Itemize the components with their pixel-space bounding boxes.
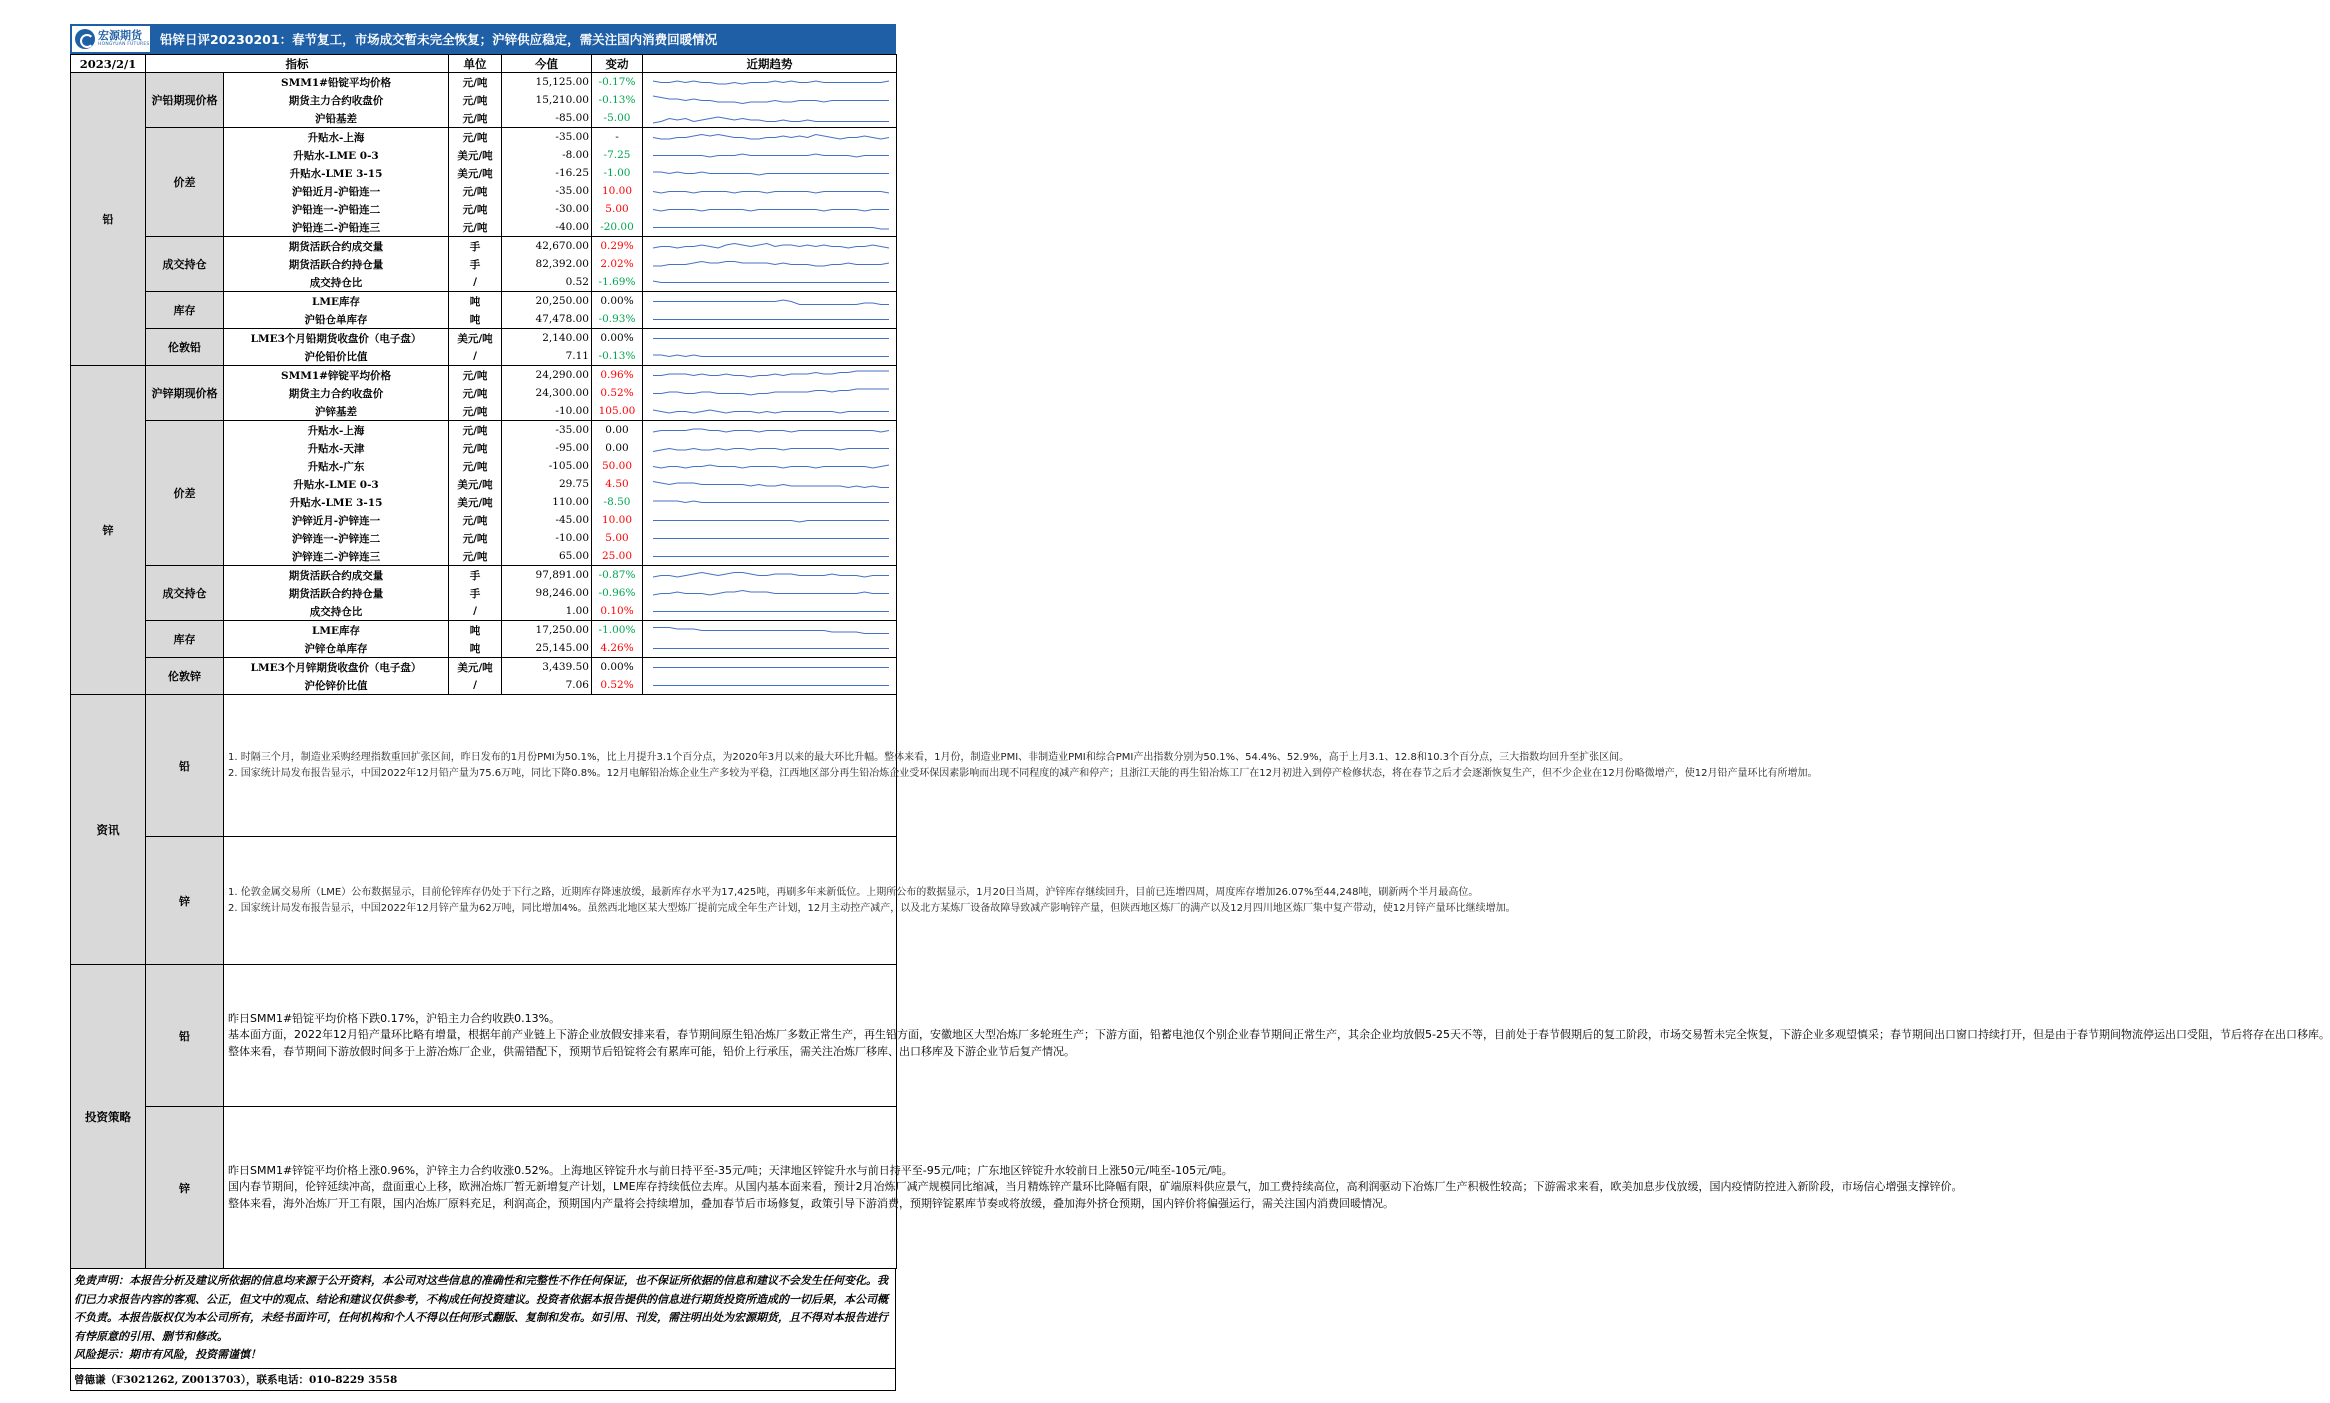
sparkline-path bbox=[653, 482, 889, 488]
change-value: -0.96% bbox=[592, 584, 643, 602]
indicator-name: 沪伦锌价比值 bbox=[224, 676, 449, 695]
today-value: -35.00 bbox=[502, 182, 592, 200]
indicator-name: 沪铅连二-沪铅连三 bbox=[224, 218, 449, 237]
sparkline-path bbox=[653, 521, 889, 523]
sparkline-path bbox=[653, 371, 889, 377]
indicator-name: 升贴水-广东 bbox=[224, 457, 449, 475]
today-value: 0.52 bbox=[502, 273, 592, 292]
trend-cell bbox=[643, 255, 897, 273]
unit-cell: 元/吨 bbox=[449, 182, 502, 200]
trend-cell bbox=[643, 566, 897, 585]
unit-cell: 元/吨 bbox=[449, 457, 502, 475]
group-label: 价差 bbox=[146, 128, 224, 237]
indicator-name: 沪锌基差 bbox=[224, 402, 449, 421]
sparkline-path bbox=[653, 210, 889, 212]
indicator-name: 升贴水-LME 3-15 bbox=[224, 493, 449, 511]
table-row bbox=[71, 658, 897, 677]
unit-cell: 元/吨 bbox=[449, 128, 502, 147]
indicator-name: 成交持仓比 bbox=[224, 273, 449, 292]
strategy-zinc-content bbox=[224, 1107, 1963, 1269]
today-value: -10.00 bbox=[502, 529, 592, 547]
trend-cell bbox=[643, 273, 897, 292]
today-value: 47,478.00 bbox=[502, 310, 592, 329]
date-header: 2023/2/1 bbox=[71, 55, 146, 73]
trend-cell bbox=[643, 402, 897, 421]
sparkline-path bbox=[653, 117, 889, 123]
indicator-name: 成交持仓比 bbox=[224, 602, 449, 621]
indicator-name: SMM1#锌锭平均价格 bbox=[224, 366, 449, 385]
change-header: 变动 bbox=[592, 55, 643, 73]
sparkline-path bbox=[653, 262, 889, 267]
strategy-zinc-p1: 昨日SMM1#锌锭平均价格上涨0.96%，沪锌主力合约收涨0.52%。上海地区锌锭升水与前日持平至-35元/吨；天津地区锌锭升水与前日持平至-95元/吨；广东地区锌锭升水较前日上涨50元/吨至-105元/吨。 bbox=[228, 1163, 1233, 1177]
unit-cell: 吨 bbox=[449, 639, 502, 658]
change-value: 5.00 bbox=[592, 529, 643, 547]
unit-cell: 美元/吨 bbox=[449, 164, 502, 182]
indicator-name: SMM1#铅锭平均价格 bbox=[224, 73, 449, 92]
news-zinc-content bbox=[224, 837, 1516, 965]
group-label: 库存 bbox=[146, 621, 224, 658]
today-value: 110.00 bbox=[502, 493, 592, 511]
trend-cell bbox=[643, 511, 897, 529]
change-value: 0.96% bbox=[592, 366, 643, 385]
sparkline-path bbox=[653, 281, 889, 283]
today-value: -35.00 bbox=[502, 421, 592, 440]
sparkline bbox=[645, 109, 899, 127]
change-value: 25.00 bbox=[592, 547, 643, 566]
strategy-lead-p1: 昨日SMM1#铅锭平均价格下跌0.17%，沪铅主力合约收跌0.13%。 bbox=[228, 1011, 561, 1025]
table-row bbox=[71, 621, 897, 640]
table-row bbox=[71, 566, 897, 585]
trend-cell bbox=[643, 457, 897, 475]
indicator-name: LME库存 bbox=[224, 621, 449, 640]
zinc-section-label: 锌 bbox=[71, 366, 146, 695]
logo-name-en: HONGYUAN FUTURES bbox=[98, 42, 150, 48]
change-value: 10.00 bbox=[592, 182, 643, 200]
group-label: 伦敦锌 bbox=[146, 658, 224, 695]
unit-cell: / bbox=[449, 602, 502, 621]
indicator-name: 沪锌近月-沪锌连一 bbox=[224, 511, 449, 529]
sparkline bbox=[645, 237, 899, 255]
today-value: 97,891.00 bbox=[502, 566, 592, 585]
strategy-lead-row bbox=[71, 965, 897, 1107]
change-value: -1.69% bbox=[592, 273, 643, 292]
trend-cell bbox=[643, 91, 897, 109]
change-value: 50.00 bbox=[592, 457, 643, 475]
sparkline bbox=[645, 146, 899, 164]
strategy-section-label: 投资策略 bbox=[71, 965, 146, 1269]
unit-header: 单位 bbox=[449, 55, 502, 73]
sparkline bbox=[645, 439, 899, 457]
today-value: -40.00 bbox=[502, 218, 592, 237]
today-value: -8.00 bbox=[502, 146, 592, 164]
unit-cell: 元/吨 bbox=[449, 421, 502, 440]
news-zinc-label: 锌 bbox=[146, 837, 224, 965]
unit-cell: 元/吨 bbox=[449, 109, 502, 128]
sparkline-path bbox=[653, 135, 889, 140]
trend-cell bbox=[643, 547, 897, 566]
lead-section-label: 铅 bbox=[71, 73, 146, 366]
unit-cell: 手 bbox=[449, 255, 502, 273]
today-value: 65.00 bbox=[502, 547, 592, 566]
company-logo bbox=[72, 26, 150, 52]
strategy-lead-p3: 整体来看，春节期间下游放假时间多于上游冶炼厂企业，供需错配下，预期节后铅锭将会有累库可能，铅价上行承压，需关注冶炼厂移库、出口移库及下游企业节后复产情况。 bbox=[228, 1044, 1075, 1058]
trend-header: 近期趋势 bbox=[643, 55, 897, 73]
table-row bbox=[71, 237, 897, 256]
strategy-lead-label: 铅 bbox=[146, 965, 224, 1107]
indicator-name: 期货主力合约收盘价 bbox=[224, 91, 449, 109]
change-value: 0.00% bbox=[592, 658, 643, 677]
change-value: 10.00 bbox=[592, 511, 643, 529]
change-value: -20.00 bbox=[592, 218, 643, 237]
report-header bbox=[70, 24, 896, 54]
sparkline bbox=[645, 421, 899, 439]
today-value: 2,140.00 bbox=[502, 329, 592, 348]
today-value: 7.06 bbox=[502, 676, 592, 695]
trend-cell bbox=[643, 146, 897, 164]
analyst-contact: 曾德谦（F3021262, Z0013703），联系电话：010-8229 3558 bbox=[70, 1369, 896, 1391]
sparkline bbox=[645, 529, 899, 547]
sparkline bbox=[645, 91, 899, 109]
sparkline-path bbox=[653, 228, 889, 230]
trend-cell bbox=[643, 109, 897, 128]
indicator-name: 期货主力合约收盘价 bbox=[224, 384, 449, 402]
unit-cell: 元/吨 bbox=[449, 511, 502, 529]
unit-cell: 手 bbox=[449, 237, 502, 256]
sparkline bbox=[645, 182, 899, 200]
group-label: 成交持仓 bbox=[146, 237, 224, 292]
sparkline-path bbox=[653, 410, 889, 413]
indicator-name: 升贴水-LME 0-3 bbox=[224, 475, 449, 493]
trend-cell bbox=[643, 639, 897, 658]
indicator-name: 升贴水-天津 bbox=[224, 439, 449, 457]
table-row bbox=[71, 366, 897, 385]
sparkline bbox=[645, 658, 899, 676]
unit-cell: 美元/吨 bbox=[449, 493, 502, 511]
change-value: 2.02% bbox=[592, 255, 643, 273]
trend-cell bbox=[643, 475, 897, 493]
group-label: 价差 bbox=[146, 421, 224, 566]
today-value: 24,290.00 bbox=[502, 366, 592, 385]
change-value: -5.00 bbox=[592, 109, 643, 128]
change-value: 0.10% bbox=[592, 602, 643, 621]
trend-cell bbox=[643, 292, 897, 311]
sparkline bbox=[645, 639, 899, 657]
unit-cell: 元/吨 bbox=[449, 439, 502, 457]
sparkline bbox=[645, 584, 899, 602]
indicator-name: 期货活跃合约持仓量 bbox=[224, 255, 449, 273]
disclaimer-text: 免责声明：本报告分析及建议所依据的信息均来源于公开资料，本公司对这些信息的准确性和完整性不作任何保证，也不保证所依据的信息和建议不会发生任何变化。我们已力求报告内容的客观、公正，但文中的观点、结论和建议仅供参考，不构成任何投资建议。投资者依据本报告提供的信息进行期货投资所造成的一切后果，本公司概不负责。本报告版权仅为本公司所有，未经书面许可，任何机构和个人不得以任何形式翻版、复制和发布。如引用、刊发，需注明出处为宏源期货，且不得对本报告进行有悖原意的引用、删节和修改。 bbox=[74, 1274, 888, 1343]
sparkline bbox=[645, 255, 899, 273]
trend-cell bbox=[643, 658, 897, 677]
indicator-name: 沪铅连一-沪铅连二 bbox=[224, 200, 449, 218]
indicator-name: 期货活跃合约成交量 bbox=[224, 237, 449, 256]
trend-cell bbox=[643, 329, 897, 348]
report-title: 铅锌日评20230201：春节复工，市场成交暂未完全恢复；沪锌供应稳定，需关注国内消费回暖情况 bbox=[160, 32, 718, 47]
change-value: 0.00 bbox=[592, 439, 643, 457]
unit-cell: 吨 bbox=[449, 621, 502, 640]
sparkline bbox=[645, 273, 899, 291]
trend-cell bbox=[643, 164, 897, 182]
report-page bbox=[70, 24, 2330, 1391]
sparkline bbox=[645, 566, 899, 584]
table-row bbox=[71, 73, 897, 92]
sparkline bbox=[645, 128, 899, 146]
unit-cell: 美元/吨 bbox=[449, 475, 502, 493]
today-value: 15,125.00 bbox=[502, 73, 592, 92]
today-value: 42,670.00 bbox=[502, 237, 592, 256]
unit-cell: 元/吨 bbox=[449, 200, 502, 218]
unit-cell: / bbox=[449, 273, 502, 292]
sparkline bbox=[645, 384, 899, 402]
sparkline-path bbox=[653, 154, 889, 157]
sparkline bbox=[645, 366, 899, 384]
change-value: -0.17% bbox=[592, 73, 643, 92]
sparkline bbox=[645, 329, 899, 347]
unit-cell: 元/吨 bbox=[449, 547, 502, 566]
sparkline bbox=[645, 310, 899, 328]
sparkline-path bbox=[653, 81, 889, 84]
trend-cell bbox=[643, 584, 897, 602]
today-value: -16.25 bbox=[502, 164, 592, 182]
today-value: -35.00 bbox=[502, 128, 592, 147]
trend-cell bbox=[643, 384, 897, 402]
sparkline-path bbox=[653, 192, 889, 194]
strategy-lead-p2: 基本面方面，2022年12月铅产量环比略有增量，根据年前产业链上下游企业放假安排来看，春节期间原生铅冶炼厂多数正常生产，再生铅方面，安徽地区大型冶炼厂多轮班生产；下游方面，铅蓄电池仅个别企业春节期间正常生产，其余企业均放假5-25天不等，目前处于春节假期后的复工阶段，市场交易暂未完全恢复，下游企业多观望慎采；春节期间出口窗口持续打开，但是由于春节期间物流停运出口受阻，节后将存在出口移库。 bbox=[228, 1028, 2330, 1042]
indicator-name: 沪铅仓单库存 bbox=[224, 310, 449, 329]
disclaimer-block bbox=[70, 1269, 896, 1369]
today-value: -45.00 bbox=[502, 511, 592, 529]
unit-cell: 美元/吨 bbox=[449, 329, 502, 348]
risk-warning: 风险提示：期市有风险，投资需谨慎！ bbox=[74, 1348, 261, 1361]
today-value: -10.00 bbox=[502, 402, 592, 421]
news-zinc-row bbox=[71, 837, 897, 965]
trend-cell bbox=[643, 200, 897, 218]
table-row bbox=[71, 128, 897, 147]
strategy-lead-content bbox=[224, 965, 2330, 1107]
change-value: - bbox=[592, 128, 643, 147]
trend-cell bbox=[643, 73, 897, 92]
indicator-name: 升贴水-上海 bbox=[224, 128, 449, 147]
today-value: 7.11 bbox=[502, 347, 592, 366]
news-zinc-p2: 2. 国家统计局发布报告显示，中国2022年12月锌产量为62万吨，同比增加4%。虽然西北地区某大型炼厂提前完成全年生产计划，12月主动控产减产，以及北方某炼厂设备故障导致减产影响锌产量，但陕西地区炼厂的满产以及12月四川地区炼厂集中复产带动，使12月锌产量环比继续增加。 bbox=[228, 902, 1516, 914]
table-row bbox=[71, 292, 897, 311]
group-label: 沪锌期现价格 bbox=[146, 366, 224, 421]
indicator-name: 沪铅近月-沪铅连一 bbox=[224, 182, 449, 200]
sparkline-path bbox=[653, 465, 889, 468]
today-value: -30.00 bbox=[502, 200, 592, 218]
change-value: -0.13% bbox=[592, 91, 643, 109]
today-value: 82,392.00 bbox=[502, 255, 592, 273]
strategy-zinc-p2: 国内春节期间，伦锌延续冲高，盘面重心上移，欧洲冶炼厂暂无新增复产计划，LME库存持续低位去库。从国内基本面来看，预计2月冶炼厂减产规模同比缩减，当月精炼锌产量环比降幅有限，矿端原料供应景气，加工费持续高位，高利润驱动下冶炼厂生产积极性较高；下游需求来看，欧美加息步伐放缓，国内疫情防控进入新阶段，市场信心增强支撑锌价。 bbox=[228, 1180, 1963, 1194]
indicator-header: 指标 bbox=[146, 55, 449, 73]
today-value: 20,250.00 bbox=[502, 292, 592, 311]
sparkline-path bbox=[653, 591, 889, 596]
change-value: -7.25 bbox=[592, 146, 643, 164]
unit-cell: 吨 bbox=[449, 310, 502, 329]
unit-cell: 元/吨 bbox=[449, 91, 502, 109]
sparkline-path bbox=[653, 244, 889, 249]
change-value: 5.00 bbox=[592, 200, 643, 218]
trend-cell bbox=[643, 421, 897, 440]
news-lead-content bbox=[224, 695, 1818, 837]
change-value: 0.00% bbox=[592, 329, 643, 348]
change-value: -0.13% bbox=[592, 347, 643, 366]
today-header: 今值 bbox=[502, 55, 592, 73]
sparkline bbox=[645, 292, 899, 310]
news-section-label: 资讯 bbox=[71, 695, 146, 965]
indicator-name: 期货活跃合约成交量 bbox=[224, 566, 449, 585]
change-value: 4.26% bbox=[592, 639, 643, 658]
unit-cell: 美元/吨 bbox=[449, 146, 502, 164]
indicator-name: 期货活跃合约持仓量 bbox=[224, 584, 449, 602]
change-value: 0.00 bbox=[592, 421, 643, 440]
unit-cell: 元/吨 bbox=[449, 529, 502, 547]
indicator-name: 沪铅基差 bbox=[224, 109, 449, 128]
sparkline-path bbox=[653, 355, 889, 357]
today-value: 25,145.00 bbox=[502, 639, 592, 658]
sparkline bbox=[645, 218, 899, 236]
indicator-name: 升贴水-上海 bbox=[224, 421, 449, 440]
unit-cell: / bbox=[449, 676, 502, 695]
sparkline bbox=[645, 200, 899, 218]
news-zinc-p1: 1. 伦敦金属交易所（LME）公布数据显示，目前伦锌库存仍处于下行之路，近期库存降速放缓，最新库存水平为17,425吨，再刷多年来新低位。上期所公布的数据显示，1月20日当周，沪锌库存继续回升，目前已连增四周，周度库存增加26.07%至44,248吨，刷新两个半月最高位。 bbox=[228, 887, 1479, 898]
indicator-name: LME3个月锌期货收盘价（电子盘） bbox=[224, 658, 449, 677]
trend-cell bbox=[643, 602, 897, 621]
today-value: 3,439.50 bbox=[502, 658, 592, 677]
indicator-name: 沪锌连一-沪锌连二 bbox=[224, 529, 449, 547]
trend-cell bbox=[643, 529, 897, 547]
logo-icon bbox=[75, 29, 95, 49]
change-value: 0.52% bbox=[592, 384, 643, 402]
sparkline-path bbox=[653, 172, 889, 175]
group-label: 成交持仓 bbox=[146, 566, 224, 621]
logo-name-cn: 宏源期货 bbox=[98, 29, 142, 43]
trend-cell bbox=[643, 182, 897, 200]
sparkline bbox=[645, 511, 899, 529]
indicator-name: 升贴水-LME 0-3 bbox=[224, 146, 449, 164]
trend-cell bbox=[643, 237, 897, 256]
sparkline-path bbox=[653, 429, 889, 432]
news-lead-label: 铅 bbox=[146, 695, 224, 837]
today-value: 15,210.00 bbox=[502, 91, 592, 109]
unit-cell: 手 bbox=[449, 584, 502, 602]
sparkline bbox=[645, 475, 899, 493]
trend-cell bbox=[643, 621, 897, 640]
table-row bbox=[71, 421, 897, 440]
sparkline-path bbox=[653, 628, 889, 634]
change-value: 0.00% bbox=[592, 292, 643, 311]
news-lead-row bbox=[71, 695, 897, 837]
trend-cell bbox=[643, 310, 897, 329]
sparkline bbox=[645, 402, 899, 420]
unit-cell: 吨 bbox=[449, 292, 502, 311]
sparkline-path bbox=[653, 501, 889, 503]
unit-cell: 元/吨 bbox=[449, 366, 502, 385]
unit-cell: 元/吨 bbox=[449, 73, 502, 92]
trend-cell bbox=[643, 676, 897, 695]
trend-cell bbox=[643, 366, 897, 385]
change-value: 4.50 bbox=[592, 475, 643, 493]
unit-cell: 手 bbox=[449, 566, 502, 585]
change-value: -8.50 bbox=[592, 493, 643, 511]
today-value: -85.00 bbox=[502, 109, 592, 128]
indicator-name: LME3个月铅期货收盘价（电子盘） bbox=[224, 329, 449, 348]
data-table bbox=[70, 54, 2330, 1269]
trend-cell bbox=[643, 128, 897, 147]
unit-cell: 元/吨 bbox=[449, 402, 502, 421]
change-value: 0.52% bbox=[592, 676, 643, 695]
indicator-name: 沪锌连二-沪锌连三 bbox=[224, 547, 449, 566]
sparkline bbox=[645, 676, 899, 694]
strategy-zinc-p3: 整体来看，海外冶炼厂开工有限，国内冶炼厂原料充足，利润高企，预期国内产量将会持续增加，叠加春节后市场修复，政策引导下游消费，预期锌锭累库节奏或将放缓，叠加海外挤仓预期，国内锌价将偏强运行，需关注国内消费回暖情况。 bbox=[228, 1196, 1394, 1210]
today-value: 24,300.00 bbox=[502, 384, 592, 402]
change-value: -1.00% bbox=[592, 621, 643, 640]
strategy-zinc-label: 锌 bbox=[146, 1107, 224, 1269]
sparkline bbox=[645, 621, 899, 639]
news-lead-p2: 2. 国家统计局发布报告显示，中国2022年12月铅产量为75.6万吨，同比下降0.8%。12月电解铅冶炼企业生产多较为平稳，江西地区部分再生铅冶炼企业受环保因素影响而出现不同程度的减产和停产；且浙江天能的再生铅冶炼工厂在12月初进入到停产检修状态，将在春节之后才会逐渐恢复生产，但不少企业在12月份略微增产，使12月铅产量环比有所增加。 bbox=[228, 767, 1818, 779]
today-value: 98,246.00 bbox=[502, 584, 592, 602]
sparkline-path bbox=[653, 573, 889, 578]
today-value: 17,250.00 bbox=[502, 621, 592, 640]
change-value: -0.87% bbox=[592, 566, 643, 585]
sparkline bbox=[645, 457, 899, 475]
change-value: -1.00 bbox=[592, 164, 643, 182]
today-value: -95.00 bbox=[502, 439, 592, 457]
trend-cell bbox=[643, 439, 897, 457]
indicator-name: 升贴水-LME 3-15 bbox=[224, 164, 449, 182]
sparkline-path bbox=[653, 300, 889, 305]
sparkline-path bbox=[653, 449, 889, 452]
indicator-name: LME库存 bbox=[224, 292, 449, 311]
sparkline-path bbox=[653, 389, 889, 395]
sparkline bbox=[645, 547, 899, 565]
unit-cell: / bbox=[449, 347, 502, 366]
news-lead-p1: 1. 时隔三个月，制造业采购经理指数重回扩张区间，昨日发布的1月份PMI为50.1%，比上月提升3.1个百分点，为2020年3月以来的最大环比升幅。整体来看，1月份，制造业PMI、非制造业PMI和综合PMI产出指数分别为50.1%、54.4%、52.9%，高于上月3.1、12.8和10.3个百分点，三大指数均回升至扩张区间。 bbox=[228, 752, 1630, 763]
indicator-name: 沪锌仓单库存 bbox=[224, 639, 449, 658]
today-value: 29.75 bbox=[502, 475, 592, 493]
change-value: -0.93% bbox=[592, 310, 643, 329]
unit-cell: 元/吨 bbox=[449, 384, 502, 402]
strategy-zinc-row bbox=[71, 1107, 897, 1269]
change-value: 105.00 bbox=[592, 402, 643, 421]
group-label: 库存 bbox=[146, 292, 224, 329]
unit-cell: 元/吨 bbox=[449, 218, 502, 237]
trend-cell bbox=[643, 347, 897, 366]
sparkline bbox=[645, 493, 899, 511]
trend-cell bbox=[643, 493, 897, 511]
table-row bbox=[71, 329, 897, 348]
trend-cell bbox=[643, 218, 897, 237]
indicator-name: 沪伦铅价比值 bbox=[224, 347, 449, 366]
change-value: 0.29% bbox=[592, 237, 643, 256]
sparkline bbox=[645, 73, 899, 91]
sparkline bbox=[645, 347, 899, 365]
unit-cell: 美元/吨 bbox=[449, 658, 502, 677]
sparkline bbox=[645, 602, 899, 620]
today-value: 1.00 bbox=[502, 602, 592, 621]
group-label: 沪铅期现价格 bbox=[146, 73, 224, 128]
sparkline bbox=[645, 164, 899, 182]
table-header-row bbox=[71, 55, 897, 73]
today-value: -105.00 bbox=[502, 457, 592, 475]
sparkline-path bbox=[653, 96, 889, 104]
group-label: 伦敦铅 bbox=[146, 329, 224, 366]
